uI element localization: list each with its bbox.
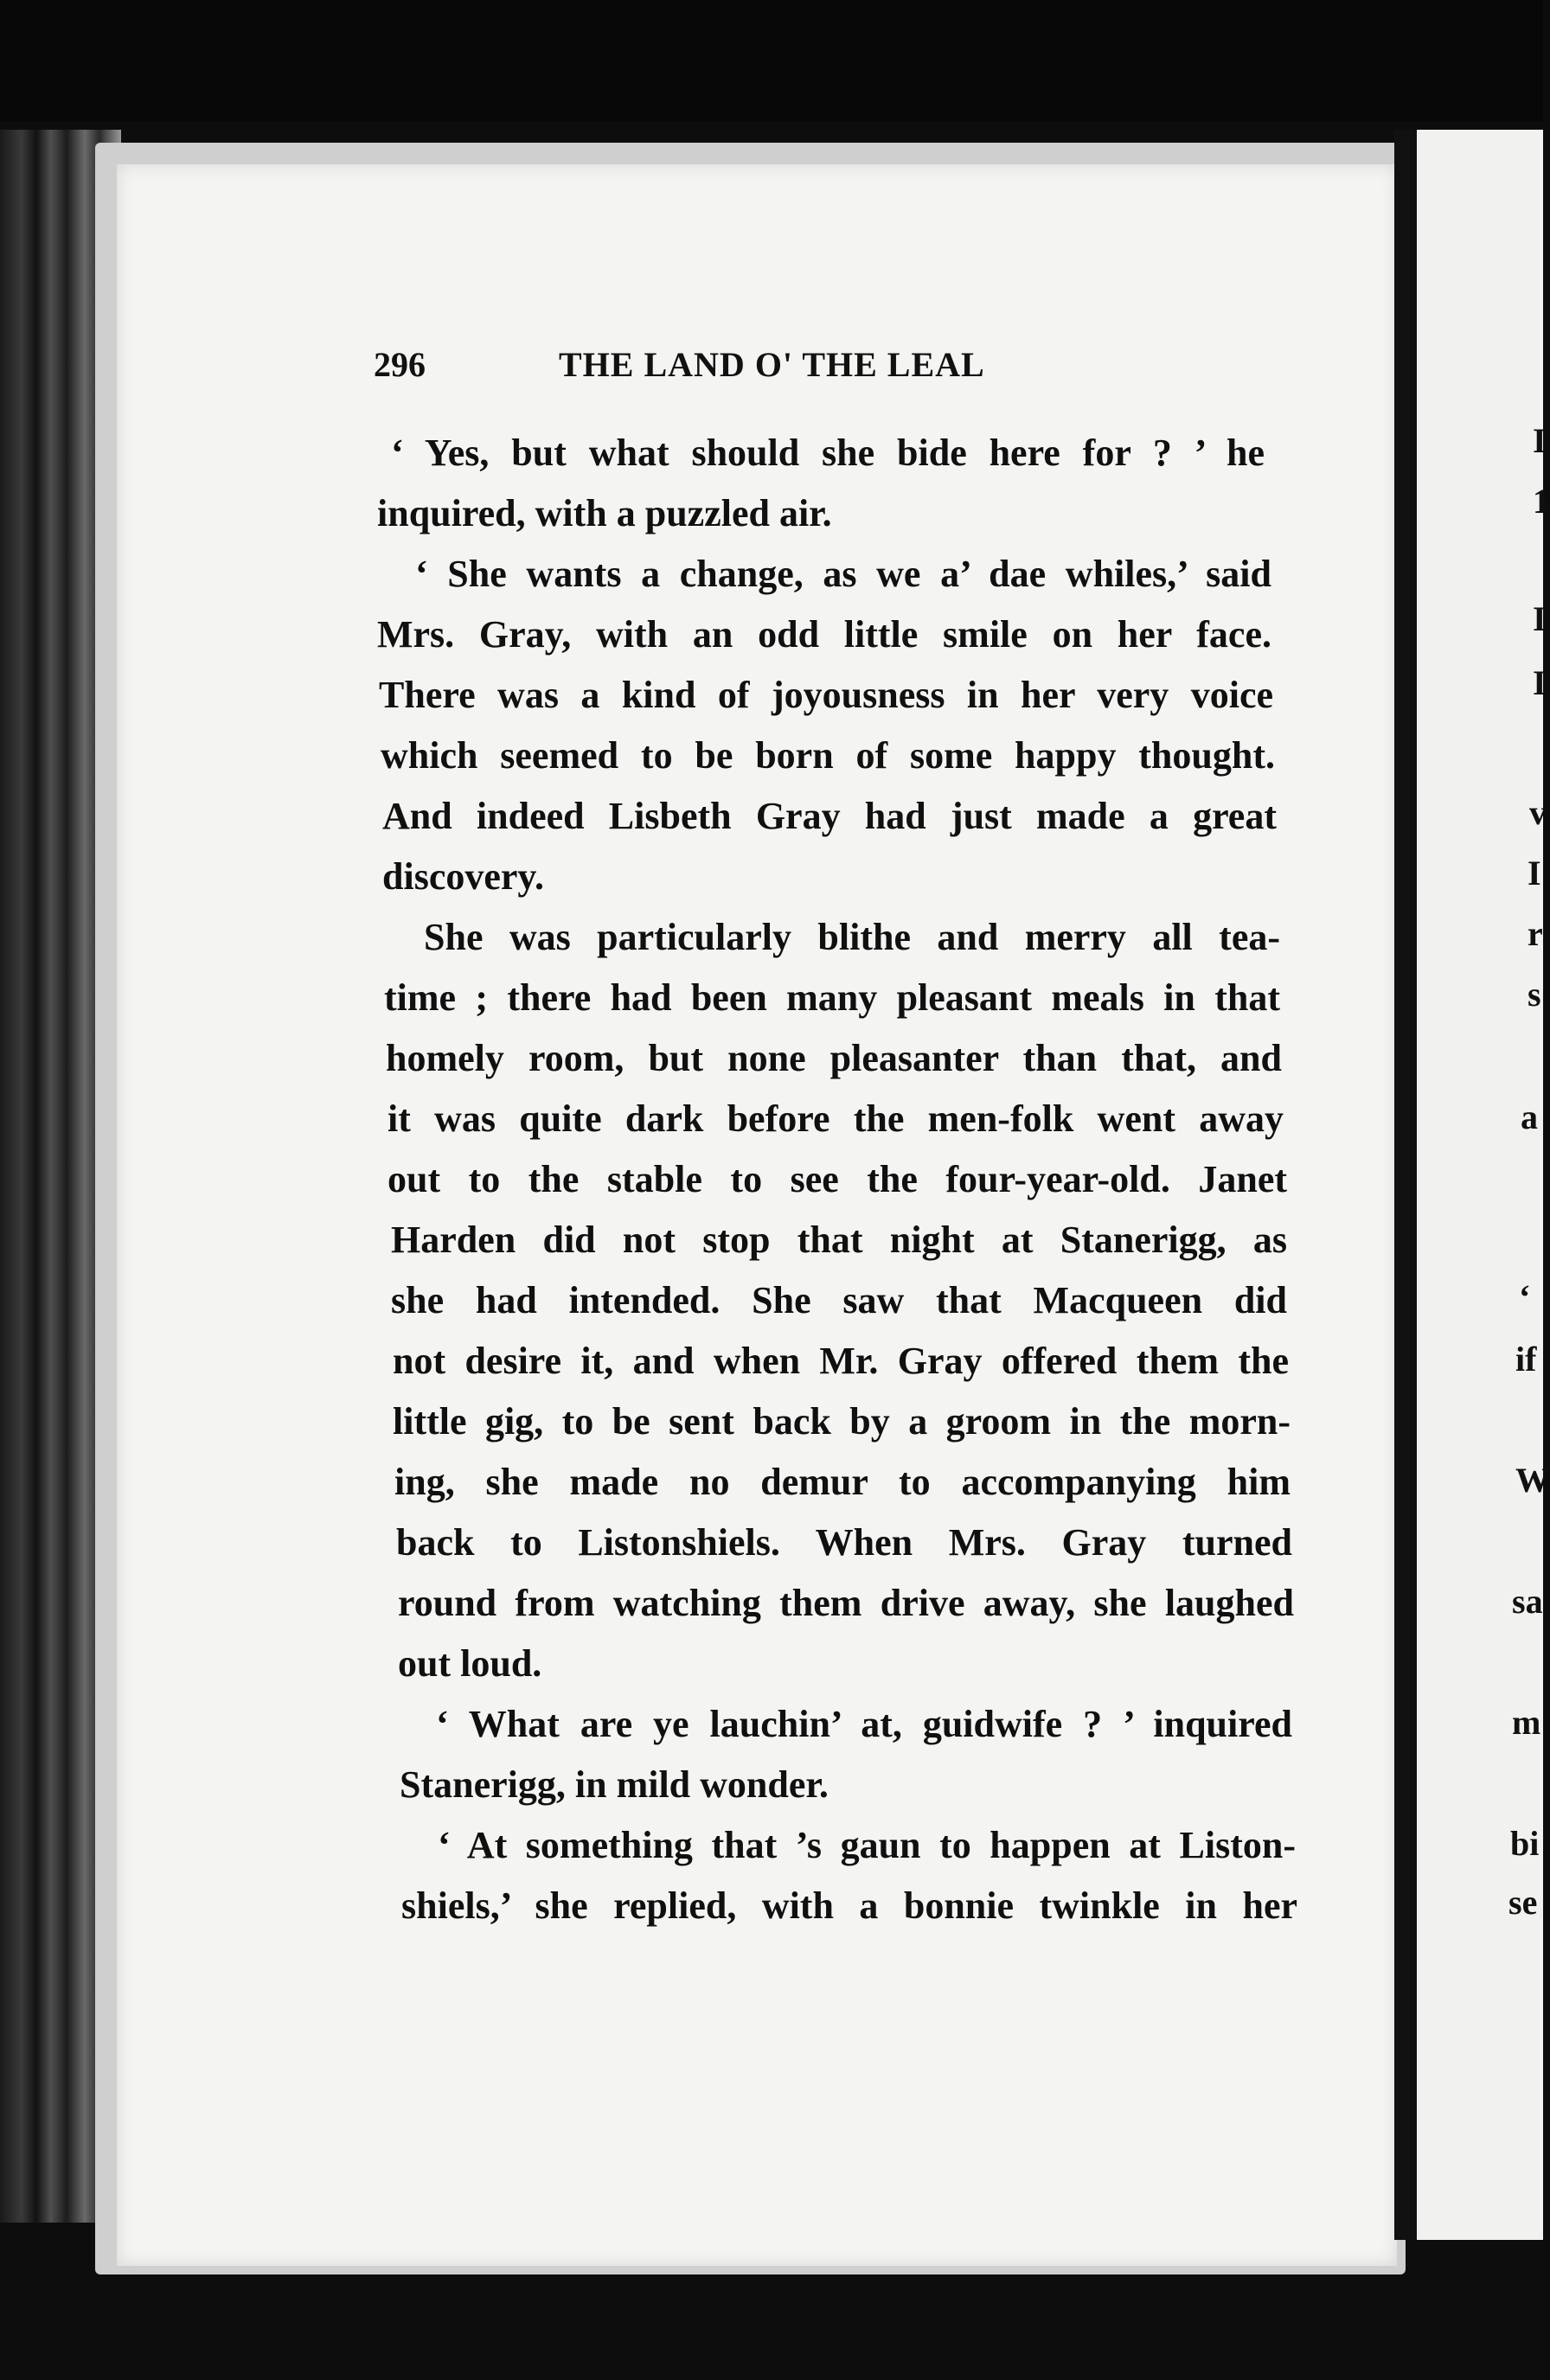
text-line: ‘ At something that ’s gaun to happen at Liston- — [438, 1824, 1296, 1866]
text-line: inquired, with a puzzled air. — [377, 492, 832, 534]
facing-page-fragment: I — [1528, 854, 1541, 892]
text-line: Harden did not stop that night at Stanerigg, as — [391, 1219, 1287, 1261]
facing-page-fragment: I — [1533, 663, 1547, 702]
facing-page-fragment: bi — [1510, 1824, 1540, 1863]
text-line: discovery. — [382, 855, 544, 898]
text-line: not desire it, and when Mr. Gray offered them the — [393, 1340, 1289, 1382]
facing-page-fragment: ‘ — [1519, 1277, 1531, 1316]
scan-background — [0, 0, 1543, 121]
text-line: out loud. — [398, 1642, 542, 1685]
text-line: she had intended. She saw that Macqueen did — [391, 1279, 1287, 1321]
facing-page-fragment: I — [1533, 599, 1547, 638]
facing-page-fragment: m — [1512, 1703, 1541, 1742]
facing-page — [1417, 130, 1543, 2240]
text-line: out to the stable to see the four-year-old. Janet — [388, 1158, 1287, 1200]
facing-page-fragment: 1 — [1533, 482, 1550, 521]
left-page — [117, 164, 1397, 2266]
text-line: which seemed to be born of some happy thought. — [381, 734, 1275, 777]
facing-page-fragment: v — [1529, 793, 1547, 832]
text-line: ‘ Yes, but what should she bide here for ? ’ he — [391, 432, 1265, 474]
text-line: Stanerigg, in mild wonder. — [400, 1763, 829, 1806]
text-line: ‘ She wants a change, as we a’ dae whiles,’ said — [415, 553, 1271, 595]
text-line: it was quite dark before the men-folk went away — [388, 1097, 1284, 1140]
text-line: ‘ What are ye lauchin’ at, guidwife ? ’ inquired — [436, 1703, 1292, 1745]
facing-page-fragment: r — [1528, 914, 1543, 953]
page-number: 296 — [374, 345, 426, 384]
text-line: little gig, to be sent back by a groom in the morn- — [393, 1400, 1291, 1443]
text-line: There was a kind of joyousness in her very voice — [379, 674, 1273, 716]
text-line: time ; there had been many pleasant meals in that — [384, 976, 1280, 1019]
facing-page-fragment: se — [1508, 1883, 1538, 1922]
text-line: She was particularly blithe and merry all tea- — [424, 916, 1280, 958]
facing-page-fragment: sa — [1512, 1582, 1543, 1621]
facing-page-fragment: I — [1533, 421, 1547, 460]
facing-page-fragment: a — [1521, 1097, 1538, 1136]
text-line: homely room, but none pleasanter than that, and — [386, 1037, 1282, 1079]
facing-page-fragment: if — [1515, 1340, 1537, 1379]
text-line: back to Listonshiels. When Mrs. Gray turned — [396, 1521, 1292, 1564]
text-line: Mrs. Gray, with an odd little smile on her face. — [377, 613, 1271, 656]
facing-page-fragment: W — [1515, 1461, 1550, 1500]
text-line: shiels,’ she replied, with a bonnie twinkle in her — [401, 1884, 1297, 1927]
text-line: ing, she made no demur to accompanying him — [394, 1461, 1291, 1503]
text-line: And indeed Lisbeth Gray had just made a great — [382, 795, 1277, 837]
facing-page-fragment: s — [1528, 975, 1541, 1014]
book-gutter — [1394, 130, 1417, 2240]
running-title: THE LAND O' THE LEAL — [559, 345, 985, 384]
text-line: round from watching them drive away, she laughed — [398, 1582, 1294, 1624]
page-header — [374, 344, 1239, 396]
